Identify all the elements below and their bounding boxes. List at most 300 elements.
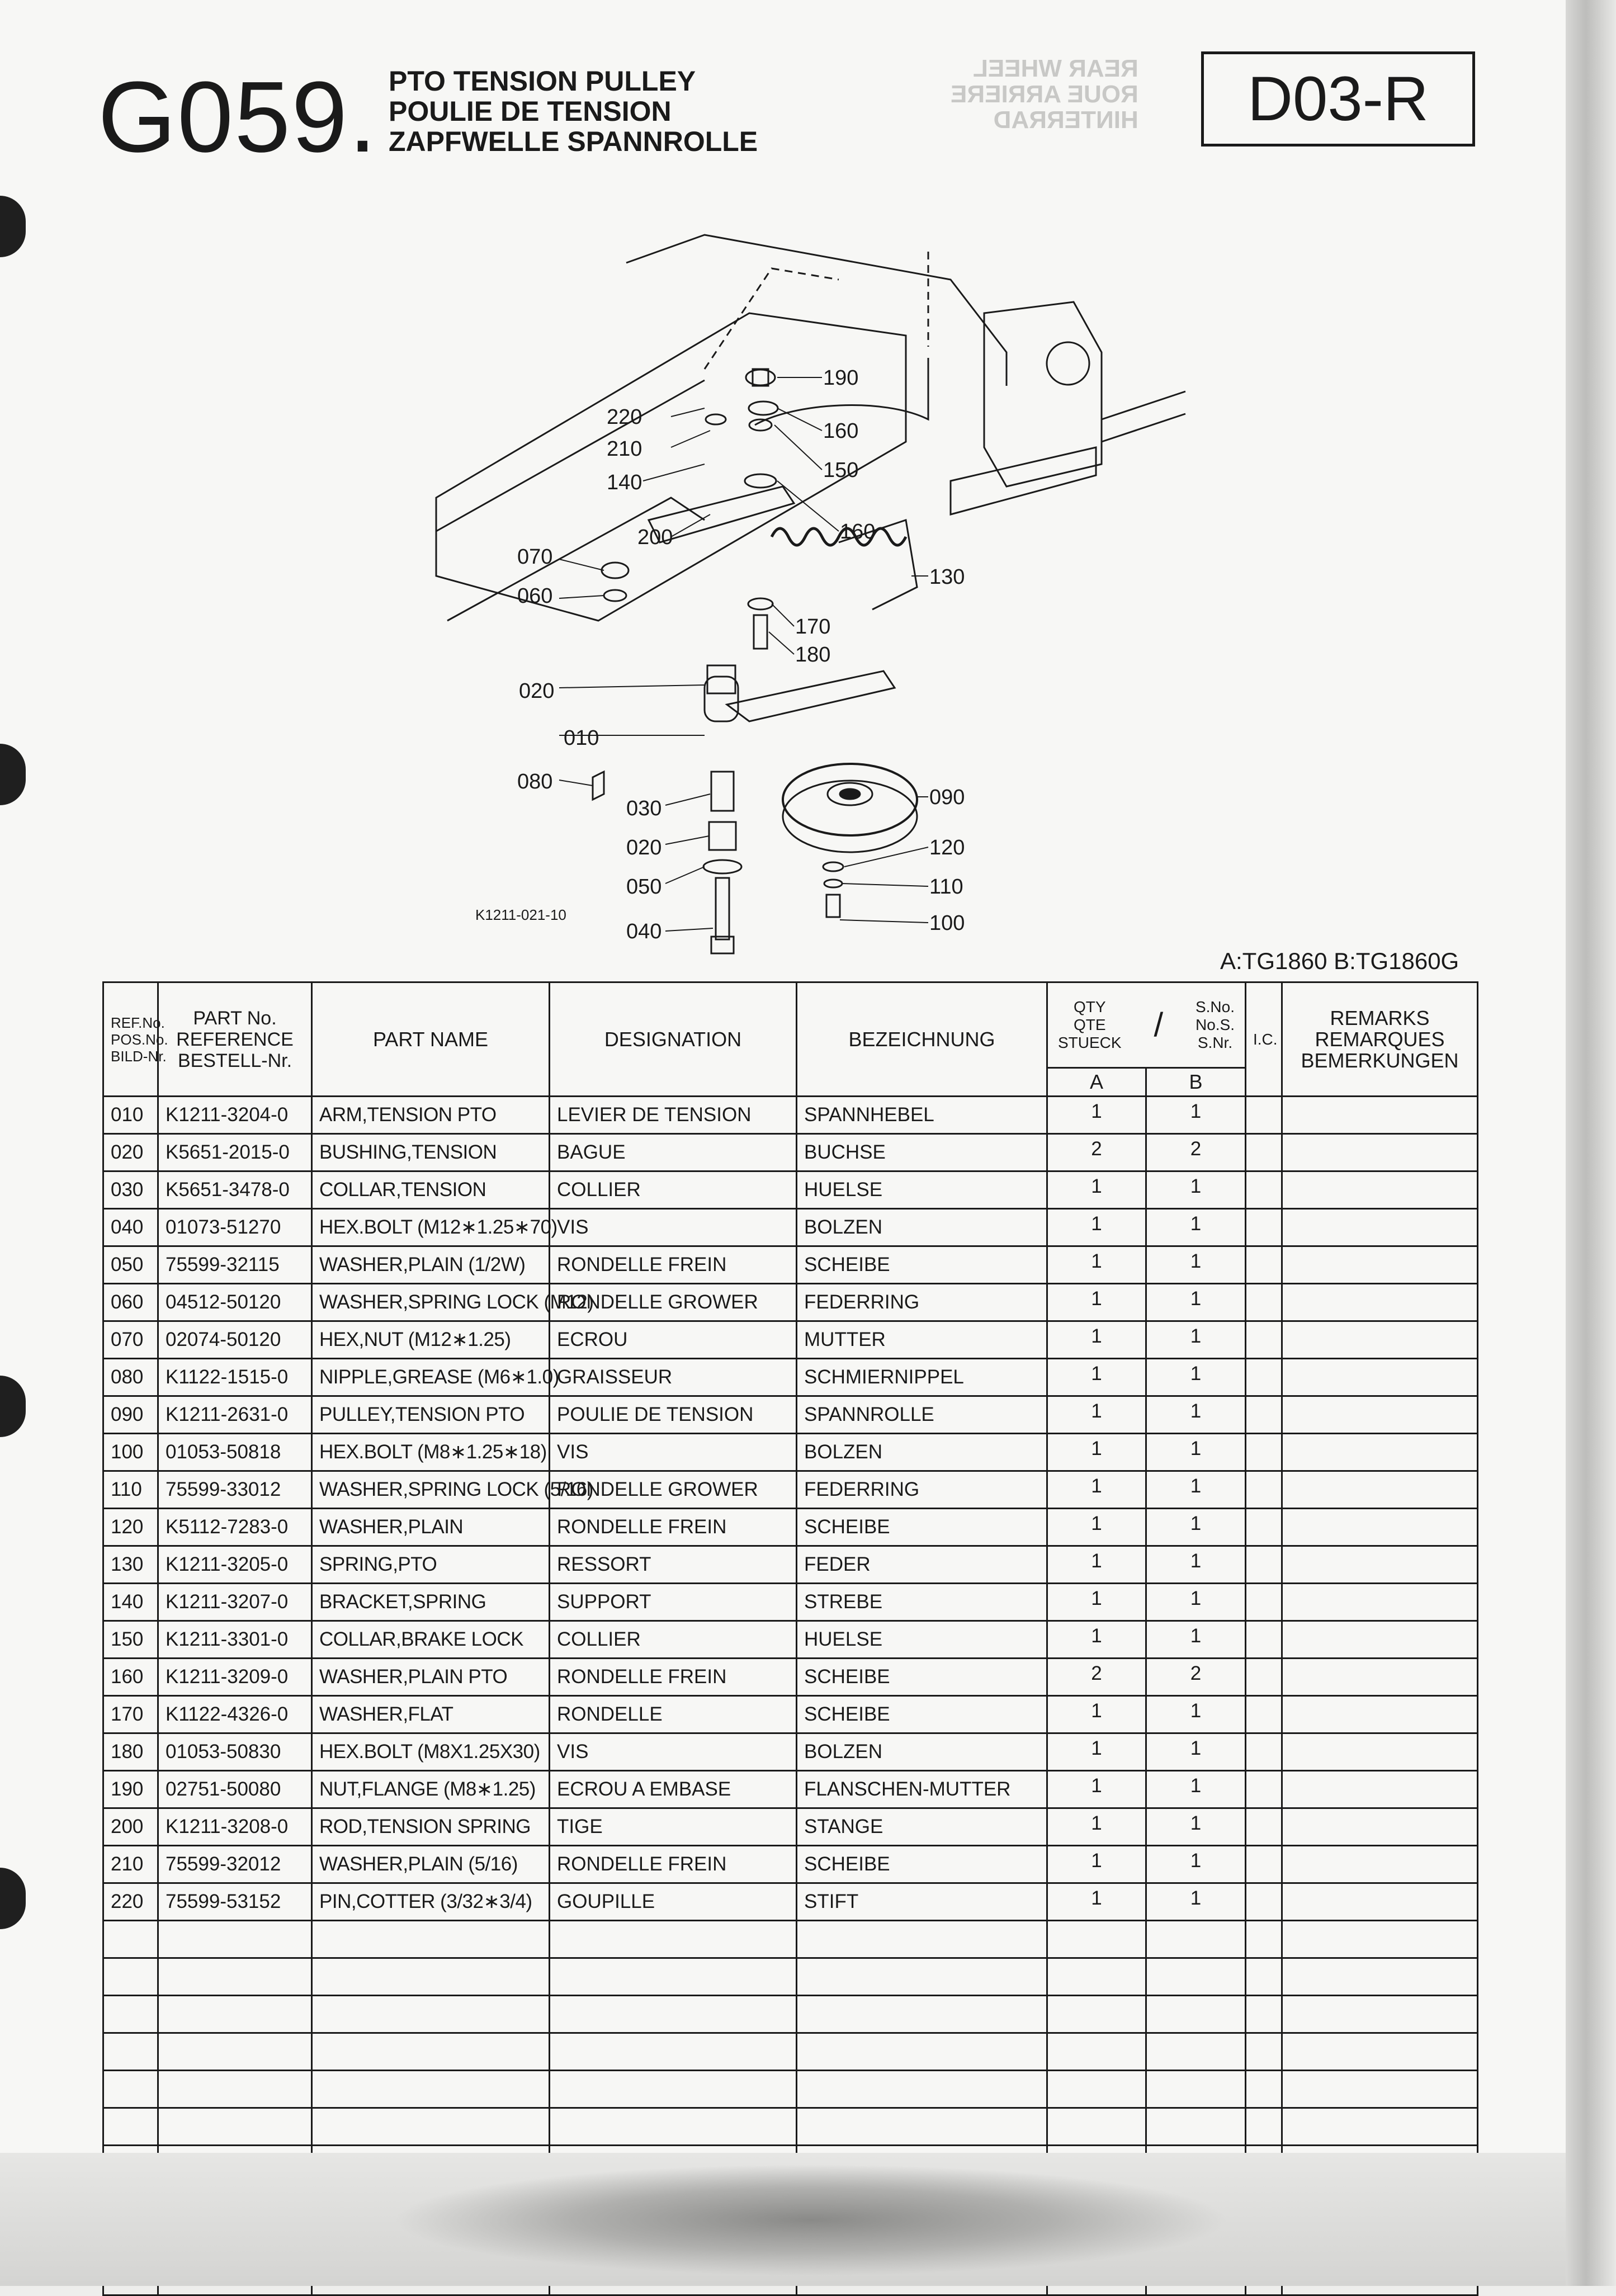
designation-cell: ECROU (550, 1321, 797, 1359)
bolt-shank (754, 615, 767, 649)
ic-cell (1246, 1209, 1282, 1246)
figure-title-de: ZAPFWELLE SPANNROLLE (389, 126, 758, 157)
remarks-cell (1282, 1621, 1478, 1659)
header-ic: I.C. (1246, 982, 1282, 1097)
callout-130: 130 (929, 565, 965, 589)
bezeichnung-cell: SCHEIBE (797, 1696, 1047, 1733)
parts-table (102, 981, 1478, 2296)
part-name-cell: WASHER,PLAIN (312, 1509, 550, 1546)
hidden-line (705, 268, 839, 369)
callout-100: 100 (929, 911, 965, 935)
bezeichnung-cell: HUELSE (797, 1171, 1047, 1209)
ref-no-cell: 050 (103, 1246, 158, 1284)
ref-no-cell (103, 2033, 158, 2071)
header-col-a: A (1047, 1068, 1146, 1097)
callout-120: 120 (929, 836, 965, 859)
part-name-cell: SPRING,PTO (312, 1546, 550, 1584)
ic-cell (1246, 1171, 1282, 1209)
remarks-cell (1282, 1284, 1478, 1321)
spring-lock-washer (604, 590, 626, 601)
ref-no-cell: 210 (103, 1846, 158, 1883)
section-code-box: D03-R (1201, 51, 1475, 147)
bleed-title-line: REAR WHEEL (972, 55, 1138, 82)
qty-a-cell: 1 (1047, 1846, 1146, 1883)
arm-boss (705, 677, 738, 721)
designation-cell (550, 2108, 797, 2146)
pulley-lock-washer (824, 880, 842, 887)
designation-cell: RONDELLE (550, 1696, 797, 1733)
table-row (103, 1771, 1478, 1808)
header-col-b: B (1146, 1068, 1246, 1097)
remarks-cell (1282, 1097, 1478, 1134)
leader-line (665, 928, 713, 931)
qty-b-cell: 1 (1146, 1621, 1246, 1659)
leader-line (665, 867, 705, 884)
ref-no-cell: 080 (103, 1359, 158, 1396)
bezeichnung-cell (797, 1921, 1047, 1958)
ic-cell (1246, 1996, 1282, 2033)
scan-smudge (391, 2164, 1230, 2276)
part-no-cell (158, 1921, 312, 1958)
ic-cell (1246, 1546, 1282, 1584)
part-no-cell: 04512-50120 (158, 1284, 312, 1321)
bezeichnung-cell: STIFT (797, 1883, 1047, 1921)
ref-no-cell: 190 (103, 1771, 158, 1808)
brake-lock-collar (749, 419, 772, 431)
qty-a-cell: 1 (1047, 1546, 1146, 1584)
part-name-cell (312, 2108, 550, 2146)
qty-a-cell (1047, 1921, 1146, 1958)
washer-half-inch (703, 860, 741, 873)
ic-cell (1246, 1584, 1282, 1621)
part-no-cell (158, 2033, 312, 2071)
header-slash: / (1154, 1006, 1164, 1043)
callout-160: 160 (823, 419, 859, 443)
callout-010: 010 (564, 726, 599, 750)
qty-a-cell: 1 (1047, 1509, 1146, 1546)
ic-cell (1246, 1846, 1282, 1883)
bleed-title-line: ROUE ARRIERE (951, 81, 1138, 108)
part-no-cell (158, 1996, 312, 2033)
part-no-cell: K5112-7283-0 (158, 1509, 312, 1546)
pulley-bore (840, 789, 860, 799)
header-remarks-line: REMARKS (1330, 1006, 1430, 1029)
pulley-bolt (826, 895, 840, 917)
leader-line (559, 780, 593, 786)
ic-cell (1246, 1659, 1282, 1696)
qty-a-cell: 1 (1047, 1321, 1146, 1359)
figure-number: G059. (98, 61, 378, 173)
callout-110: 110 (929, 875, 963, 899)
designation-cell: RONDELLE GROWER (550, 1471, 797, 1509)
part-name-cell: COLLAR,BRAKE LOCK (312, 1621, 550, 1659)
qty-a-cell: 1 (1047, 1246, 1146, 1284)
part-no-cell: 02074-50120 (158, 1321, 312, 1359)
ref-no-cell: 150 (103, 1621, 158, 1659)
part-name-cell: NIPPLE,GREASE (M6∗1.0) (312, 1359, 550, 1396)
header-qty (1047, 982, 1246, 1068)
remarks-cell (1282, 1958, 1478, 1996)
bezeichnung-cell: FLANSCHEN-MUTTER (797, 1771, 1047, 1808)
figure-title-fr: POULIE DE TENSION (389, 96, 672, 127)
cotter-washer (706, 414, 726, 424)
remarks-cell (1282, 1209, 1478, 1246)
remarks-cell (1282, 1771, 1478, 1808)
parts-table-body (103, 1097, 1478, 2295)
designation-cell (550, 1921, 797, 1958)
header-ref-no (103, 982, 168, 1097)
flat-washer (748, 598, 773, 610)
part-name-cell: BRACKET,SPRING (312, 1584, 550, 1621)
designation-cell: RONDELLE FREIN (550, 1246, 797, 1284)
qty-a-cell: 1 (1047, 1733, 1146, 1771)
table-row (103, 1921, 1478, 1958)
leader-line (559, 685, 705, 688)
ref-no-cell: 220 (103, 1883, 158, 1921)
header-ref-line: POS.No. (111, 1031, 168, 1048)
table-row (103, 1883, 1478, 1921)
table-row (103, 1284, 1478, 1321)
header-part-no (158, 982, 312, 1097)
callout-160: 160 (840, 520, 876, 544)
tension-arm (727, 671, 895, 721)
ic-cell (1246, 1509, 1282, 1546)
callout-080: 080 (517, 770, 553, 793)
qty-a-cell: 1 (1047, 1471, 1146, 1509)
qty-b-cell (1146, 1996, 1246, 2033)
bezeichnung-cell: SCHEIBE (797, 1659, 1047, 1696)
tension-collar (711, 772, 734, 811)
table-row (103, 1321, 1478, 1359)
designation-cell: GOUPILLE (550, 1883, 797, 1921)
remarks-cell (1282, 1584, 1478, 1621)
part-no-cell: K1211-3208-0 (158, 1808, 312, 1846)
leader-line (559, 596, 604, 598)
hex-bolt-long (716, 878, 729, 939)
part-no-cell (158, 1958, 312, 1996)
leader-line (671, 431, 710, 447)
part-no-cell: 75599-53152 (158, 1883, 312, 1921)
table-row (103, 1584, 1478, 1621)
remarks-cell (1282, 1359, 1478, 1396)
qty-a-cell: 1 (1047, 1284, 1146, 1321)
header-part-line: PART No. (193, 1007, 277, 1029)
part-no-cell: K1211-3301-0 (158, 1621, 312, 1659)
qty-b-cell (1146, 2108, 1246, 2146)
leader-line (665, 836, 709, 844)
diagram-svg (391, 185, 1314, 967)
bushing-lower (709, 822, 736, 850)
designation-cell (550, 2033, 797, 2071)
bushing-upper (707, 665, 735, 693)
ref-no-cell: 100 (103, 1434, 158, 1471)
designation-cell: RONDELLE FREIN (550, 1509, 797, 1546)
qty-b-cell (1146, 2033, 1246, 2071)
table-row (103, 2033, 1478, 2071)
callout-030: 030 (626, 797, 662, 820)
bezeichnung-cell: BOLZEN (797, 1434, 1047, 1471)
qty-b-cell: 2 (1146, 1134, 1246, 1171)
header-qty-line: QTE (1074, 1016, 1106, 1033)
qty-a-cell: 1 (1047, 1771, 1146, 1808)
remarks-cell (1282, 1471, 1478, 1509)
table-row (103, 1246, 1478, 1284)
ic-cell (1246, 1321, 1282, 1359)
remarks-cell (1282, 1171, 1478, 1209)
designation-cell: ECROU A EMBASE (550, 1771, 797, 1808)
designation-cell: TIGE (550, 1808, 797, 1846)
callout-labels (475, 366, 965, 943)
header-part-line: REFERENCE (176, 1028, 294, 1050)
callout-220: 220 (607, 405, 642, 429)
remarks-cell (1282, 1246, 1478, 1284)
table-row (103, 1434, 1478, 1471)
qty-a-cell: 1 (1047, 1883, 1146, 1921)
ref-no-cell (103, 1958, 158, 1996)
pulley-washer (823, 862, 843, 871)
header-remarks (1282, 982, 1478, 1097)
callout-060: 060 (517, 584, 553, 608)
designation-cell (550, 2071, 797, 2108)
callout-140: 140 (607, 471, 642, 494)
remarks-cell (1282, 1996, 1478, 2033)
bezeichnung-cell: STREBE (797, 1584, 1047, 1621)
remarks-cell (1282, 1733, 1478, 1771)
qty-b-cell: 1 (1146, 1434, 1246, 1471)
frame-edge (436, 380, 705, 531)
leader-line (643, 464, 705, 481)
part-name-cell: WASHER,PLAIN (1/2W) (312, 1246, 550, 1284)
table-row (103, 2071, 1478, 2108)
ic-cell (1246, 1883, 1282, 1921)
callout-070: 070 (517, 545, 553, 569)
part-no-cell: 01053-50818 (158, 1434, 312, 1471)
remarks-cell (1282, 1434, 1478, 1471)
leader-line (844, 847, 928, 867)
qty-b-cell: 1 (1146, 1284, 1246, 1321)
bezeichnung-cell: HUELSE (797, 1621, 1047, 1659)
qty-b-cell: 1 (1146, 1321, 1246, 1359)
part-no-cell: K5651-2015-0 (158, 1134, 312, 1171)
header-qty-inner (1055, 998, 1238, 1052)
table-row (103, 1808, 1478, 1846)
bezeichnung-cell (797, 1958, 1047, 1996)
hex-nut (602, 563, 629, 578)
qty-b-cell: 1 (1146, 1359, 1246, 1396)
header-ref-line: BILD-Nr. (111, 1047, 167, 1065)
remarks-cell (1282, 1808, 1478, 1846)
bezeichnung-cell: BOLZEN (797, 1209, 1047, 1246)
bracket-boss (1047, 342, 1089, 385)
bezeichnung-cell: STANGE (797, 1808, 1047, 1846)
callout-180: 180 (795, 643, 831, 667)
qty-b-cell: 2 (1146, 1659, 1246, 1696)
ic-cell (1246, 2071, 1282, 2108)
bezeichnung-cell (797, 2071, 1047, 2108)
designation-cell: VIS (550, 1434, 797, 1471)
part-no-cell: 01073-51270 (158, 1209, 312, 1246)
qty-b-cell: 1 (1146, 1509, 1246, 1546)
part-no-cell: K1211-3209-0 (158, 1659, 312, 1696)
qty-a-cell: 1 (1047, 1209, 1146, 1246)
leader-line (842, 884, 928, 886)
designation-cell: RONDELLE FREIN (550, 1659, 797, 1696)
ic-cell (1246, 1733, 1282, 1771)
table-row (103, 1733, 1478, 1771)
bezeichnung-cell: FEDER (797, 1546, 1047, 1584)
designation-cell: RONDELLE GROWER (550, 1284, 797, 1321)
callout-090: 090 (929, 786, 965, 809)
qty-b-cell (1146, 1921, 1246, 1958)
ic-cell (1246, 1359, 1282, 1396)
part-name-cell: HEX,NUT (M12∗1.25) (312, 1321, 550, 1359)
leader-line (665, 794, 710, 805)
table-row (103, 1996, 1478, 2033)
ref-no-cell: 070 (103, 1321, 158, 1359)
ref-no-cell: 200 (103, 1808, 158, 1846)
header-part-line: BESTELL-Nr. (177, 1050, 292, 1071)
header-bezeichnung: BEZEICHNUNG (797, 982, 1047, 1097)
designation-cell: SUPPORT (550, 1584, 797, 1621)
ic-cell (1246, 1134, 1282, 1171)
qty-b-cell: 1 (1146, 1546, 1246, 1584)
leader-line (840, 920, 928, 923)
part-name-cell: WASHER,SPRING LOCK (5/16) (312, 1471, 550, 1509)
table-row (103, 1471, 1478, 1509)
part-no-cell: K1211-3207-0 (158, 1584, 312, 1621)
qty-b-cell: 1 (1146, 1808, 1246, 1846)
ref-no-cell (103, 1996, 158, 2033)
qty-b-cell: 1 (1146, 1733, 1246, 1771)
ref-no-cell: 170 (103, 1696, 158, 1733)
qty-a-cell: 1 (1047, 1696, 1146, 1733)
table-row (103, 1659, 1478, 1696)
bezeichnung-cell: SCHEIBE (797, 1246, 1047, 1284)
qty-b-cell: 1 (1146, 1246, 1246, 1284)
header-ref-line: REF.No. (111, 1014, 165, 1031)
qty-a-cell: 1 (1047, 1808, 1146, 1846)
part-name-cell: WASHER,FLAT (312, 1696, 550, 1733)
ref-no-cell: 010 (103, 1097, 158, 1134)
callout-020: 020 (626, 836, 662, 859)
part-name-cell (312, 2033, 550, 2071)
ic-cell (1246, 2033, 1282, 2071)
flange-nut (746, 370, 775, 385)
designation-cell: VIS (550, 1733, 797, 1771)
table-row (103, 1359, 1478, 1396)
qty-b-cell: 1 (1146, 1209, 1246, 1246)
bezeichnung-cell: SPANNHEBEL (797, 1097, 1047, 1134)
qty-b-cell: 1 (1146, 1584, 1246, 1621)
ref-no-cell: 020 (103, 1134, 158, 1171)
callout-210: 210 (607, 437, 642, 461)
table-row (103, 1097, 1478, 1134)
part-no-cell: 01053-50830 (158, 1733, 312, 1771)
flange-nut-body (753, 369, 768, 386)
qty-b-cell: 1 (1146, 1846, 1246, 1883)
designation-cell (550, 1996, 797, 2033)
part-no-cell: 02751-50080 (158, 1771, 312, 1808)
header-remarks-line: BEMERKUNGEN (1301, 1048, 1459, 1072)
qty-a-cell: 2 (1047, 1659, 1146, 1696)
lower-plate (951, 447, 1096, 514)
part-no-cell: 75599-33012 (158, 1471, 312, 1509)
ic-cell (1246, 1097, 1282, 1134)
bleed-through-title (951, 56, 1138, 133)
part-no-cell: K5651-3478-0 (158, 1171, 312, 1209)
table-row (103, 2108, 1478, 2146)
callout-020: 020 (519, 679, 555, 703)
part-name-cell: ROD,TENSION SPRING (312, 1808, 550, 1846)
ic-cell (1246, 1696, 1282, 1733)
part-name-cell (312, 2071, 550, 2108)
figure-title-block (389, 66, 758, 157)
ref-no-cell (103, 2071, 158, 2108)
part-name-cell: WASHER,SPRING LOCK (M12) (312, 1284, 550, 1321)
qty-a-cell: 1 (1047, 1434, 1146, 1471)
leader-line (774, 425, 822, 470)
header-sno-line: S.No. (1195, 998, 1235, 1015)
qty-b-cell: 1 (1146, 1097, 1246, 1134)
part-no-cell: 75599-32012 (158, 1846, 312, 1883)
callout-200: 200 (637, 526, 673, 549)
part-no-cell (158, 2108, 312, 2146)
bezeichnung-cell: MUTTER (797, 1321, 1047, 1359)
frame-edge (626, 235, 1007, 386)
part-name-cell: PULLEY,TENSION PTO (312, 1396, 550, 1434)
designation-cell: VIS (550, 1209, 797, 1246)
callout-050: 050 (626, 875, 662, 899)
part-name-cell (312, 1958, 550, 1996)
part-name-cell: NUT,FLANGE (M8∗1.25) (312, 1771, 550, 1808)
table-row (103, 1696, 1478, 1733)
qty-a-cell (1047, 2071, 1146, 2108)
designation-cell: RONDELLE FREIN (550, 1846, 797, 1883)
remarks-cell (1282, 1134, 1478, 1171)
bezeichnung-cell: BOLZEN (797, 1733, 1047, 1771)
table-row (103, 1396, 1478, 1434)
figure-title-en: PTO TENSION PULLEY (389, 65, 696, 97)
qty-b-cell: 1 (1146, 1771, 1246, 1808)
ref-no-cell: 130 (103, 1546, 158, 1584)
model-legend: A:TG1860 B:TG1860G (1220, 948, 1459, 974)
header-qty-line: QTY (1074, 998, 1106, 1015)
ic-cell (1246, 2108, 1282, 2146)
ref-no-cell: 030 (103, 1171, 158, 1209)
part-name-cell: WASHER,PLAIN PTO (312, 1659, 550, 1696)
bezeichnung-cell: SCHEIBE (797, 1509, 1047, 1546)
remarks-cell (1282, 1921, 1478, 1958)
callout-150: 150 (823, 459, 859, 482)
table-row (103, 1621, 1478, 1659)
qty-a-cell (1047, 1958, 1146, 1996)
table-row (103, 1134, 1478, 1171)
ic-cell (1246, 1958, 1282, 1996)
header-qty-labels (1058, 998, 1122, 1052)
ic-cell (1246, 1396, 1282, 1434)
designation-cell: LEVIER DE TENSION (550, 1097, 797, 1134)
part-name-cell (312, 1921, 550, 1958)
qty-a-cell (1047, 2108, 1146, 2146)
ref-no-cell: 120 (103, 1509, 158, 1546)
part-no-cell: K1211-3205-0 (158, 1546, 312, 1584)
bleed-title-line: HINTERRAD (993, 106, 1138, 134)
ref-no-cell (103, 1921, 158, 1958)
bezeichnung-cell: SPANNROLLE (797, 1396, 1047, 1434)
callout-170: 170 (795, 615, 831, 639)
ic-cell (1246, 1471, 1282, 1509)
remarks-cell (1282, 1659, 1478, 1696)
